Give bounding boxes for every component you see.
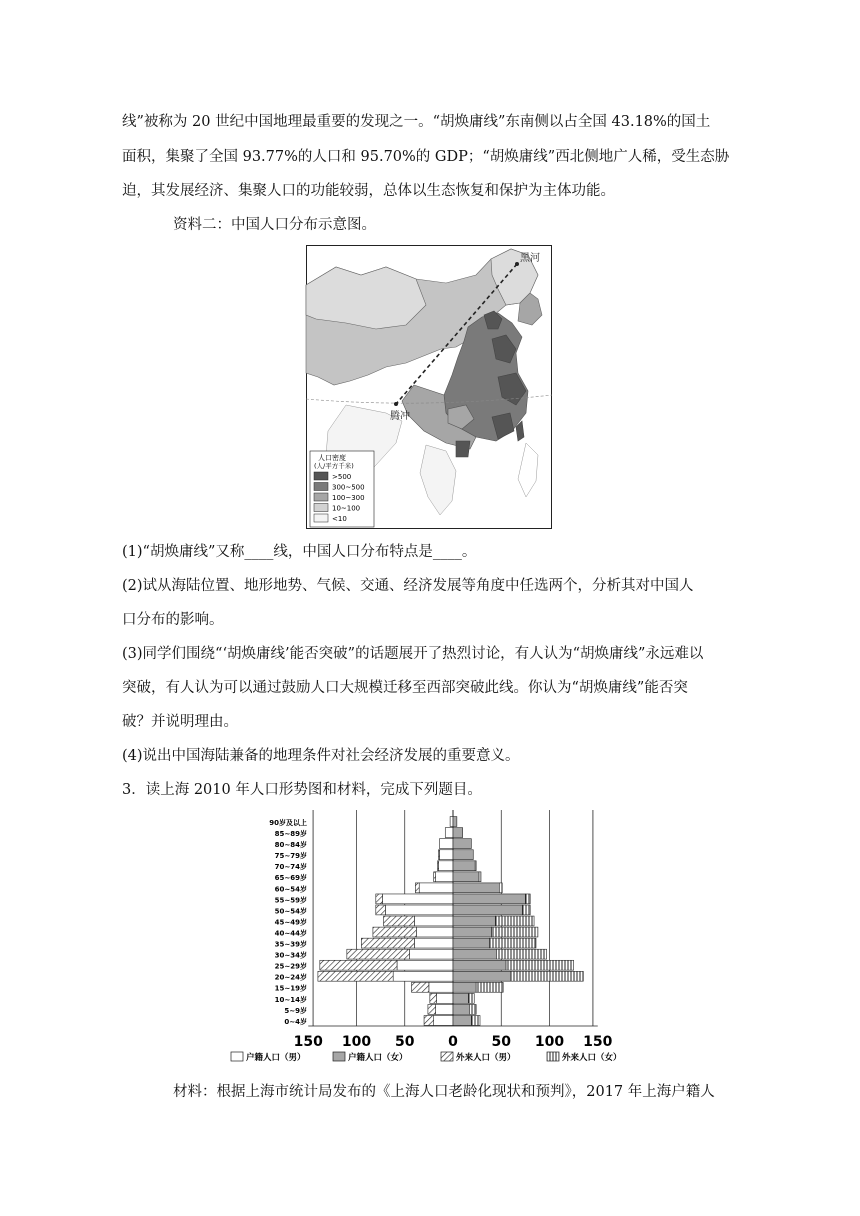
china-population-map (306, 245, 552, 529)
age-group-label: 65~69岁 (274, 874, 307, 883)
bar-migrant-female (475, 861, 476, 871)
bar-local-male (439, 839, 453, 849)
paragraph-line: 线”被称为 20 世纪中国地理最重要的发现之一。“胡焕庸线”东南侧以占全国 43.18%的国土 (122, 114, 711, 130)
legend-swatch (314, 472, 328, 480)
legend-subtitle: (人/平方千米) (314, 462, 354, 470)
paragraph-line: 面积，集聚了全国 93.77%的人口和 95.70%的 GDP；“胡焕庸线”西北侧地广人稀，受生态胁 (122, 149, 730, 165)
legend-swatch (231, 1052, 243, 1061)
bar-local-male (383, 894, 453, 904)
age-group-label: 80~84岁 (274, 841, 307, 850)
bar-local-male (385, 905, 453, 915)
bar-migrant-male (376, 894, 383, 904)
bar-local-male (445, 828, 453, 838)
bar-migrant-male (384, 916, 415, 926)
bar-local-female (453, 905, 522, 915)
legend-swatch (441, 1052, 453, 1061)
material-two-heading: 资料二：中国人口分布示意图。 (173, 217, 376, 233)
bar-migrant-male (361, 938, 414, 948)
x-tick-label: 100 (534, 1034, 565, 1050)
age-group-label: 70~74岁 (274, 863, 307, 872)
bar-local-female (453, 828, 463, 838)
bar-migrant-female (492, 927, 538, 937)
bar-local-female (453, 817, 457, 827)
bar-local-female (453, 839, 471, 849)
bar-migrant-male (424, 1016, 434, 1026)
legend-swatch (314, 483, 328, 491)
age-group-label: 15~19岁 (274, 984, 307, 993)
question-3-line: (3)同学们围绕“‘胡焕庸线’能否突破”的话题展开了热烈讨论，有人认为“胡焕庸线”永远难以 (122, 646, 704, 662)
question-2-line: (2)试从海陆位置、地形地势、气候、交通、经济发展等角度中任选两个，分析其对中国人 (122, 578, 694, 594)
bar-migrant-female (506, 960, 574, 970)
bar-local-female (453, 993, 468, 1003)
bar-local-male (436, 1004, 453, 1014)
bar-local-female (453, 927, 492, 937)
bar-migrant-male (438, 861, 439, 871)
city-label-tengchong: 腾冲 (390, 411, 410, 422)
legend-label: 10~100 (332, 504, 361, 513)
bar-local-male (439, 861, 453, 871)
age-group-label: 75~79岁 (274, 852, 307, 861)
bar-migrant-female (496, 949, 546, 959)
legend-label: 100~300 (332, 494, 365, 502)
bar-local-female (453, 960, 506, 970)
bar-local-female (453, 894, 525, 904)
bar-migrant-female (525, 894, 530, 904)
legend-swatch (547, 1052, 559, 1061)
bar-local-female (453, 861, 475, 871)
material-paragraph: 材料：根据上海市统计局发布的《上海人口老龄化现状和预判》，2017 年上海户籍人 (173, 1084, 715, 1100)
question-2-line: 口分布的影响。 (122, 612, 224, 628)
bar-local-male (436, 872, 453, 882)
bar-local-male (416, 927, 453, 937)
age-group-label: 35~39岁 (274, 940, 307, 949)
bar-local-male (414, 916, 453, 926)
legend-swatch (314, 493, 328, 501)
bar-migrant-female (490, 938, 536, 948)
bar-migrant-male (318, 971, 393, 981)
age-group-label: 50~54岁 (274, 907, 307, 916)
bar-migrant-female (469, 1004, 476, 1014)
legend-swatch (314, 504, 328, 512)
age-group-label: 5~9岁 (284, 1006, 307, 1015)
city-label-heihe: 黑河 (520, 253, 540, 264)
x-tick-label: 150 (293, 1034, 323, 1050)
bar-local-female (453, 949, 496, 959)
x-tick-label: 50 (491, 1034, 511, 1050)
age-group-label: 40~44岁 (274, 929, 307, 938)
age-group-label: 20~24岁 (274, 973, 307, 982)
question-4: (4)说出中国海陆兼备的地理条件对社会经济发展的重要意义。 (122, 748, 520, 764)
bar-migrant-male (439, 850, 440, 860)
bar-local-male (410, 949, 453, 959)
bar-local-male (437, 993, 453, 1003)
bar-migrant-male (428, 1004, 436, 1014)
bar-migrant-male (320, 960, 397, 970)
legend-label: 300~500 (332, 483, 365, 492)
bar-local-female (453, 938, 490, 948)
section-3-heading: 3．读上海 2010 年人口形势图和材料，完成下列题目。 (122, 782, 482, 798)
bar-local-male (393, 971, 453, 981)
age-group-label: 10~14岁 (274, 995, 307, 1004)
bar-migrant-female (511, 971, 583, 981)
age-group-label: 30~34岁 (274, 951, 307, 960)
x-tick-label: 50 (395, 1034, 415, 1050)
legend-label: 外来人口（女） (562, 1053, 622, 1063)
map-legend (310, 451, 374, 527)
bar-local-male (429, 982, 453, 992)
population-pyramid-chart (246, 808, 650, 1066)
bar-local-male (397, 960, 453, 970)
age-group-label: 25~29岁 (274, 962, 307, 971)
bar-local-female (453, 1004, 469, 1014)
bar-local-male (414, 938, 453, 948)
bar-migrant-male (415, 883, 419, 893)
legend-label: 外来人口（男） (456, 1053, 516, 1063)
age-group-label: 0~4岁 (284, 1017, 307, 1026)
legend-label: 户籍人口（女） (348, 1053, 408, 1063)
bar-local-female (453, 916, 495, 926)
question-3-line: 突破，有人认为可以通过鼓励人口大规模迁移至西部突破此线。你认为“胡焕庸线”能否突 (122, 680, 688, 696)
age-group-label: 90岁及以上 (269, 818, 307, 827)
bar-local-female (453, 1016, 471, 1026)
age-group-label: 45~49岁 (274, 918, 307, 927)
bar-local-male (439, 850, 453, 860)
legend-swatch (333, 1052, 345, 1061)
age-group-label: 85~89岁 (274, 830, 307, 839)
bar-migrant-male (376, 905, 386, 915)
legend-label: <10 (332, 515, 347, 523)
x-tick-label: 150 (583, 1034, 613, 1050)
bar-local-male (419, 883, 453, 893)
bar-migrant-female (471, 1016, 480, 1026)
x-tick-label: 100 (341, 1034, 372, 1050)
bar-migrant-female (479, 872, 481, 882)
paragraph-line: 迫，其发展经济、集聚人口的功能较弱，总体以生态恢复和保护为主体功能。 (122, 183, 615, 199)
age-group-label: 60~54岁 (274, 885, 307, 894)
bar-local-female (453, 883, 499, 893)
age-group-label: 55~59岁 (274, 896, 307, 905)
bar-migrant-female (495, 916, 534, 926)
bar-migrant-male (434, 872, 436, 882)
bar-local-female (453, 850, 473, 860)
bar-local-male (434, 1016, 453, 1026)
question-1: (1)“胡焕庸线”又称____线，中国人口分布特点是____。 (122, 544, 477, 560)
legend-label: 户籍人口（男） (246, 1053, 306, 1063)
bar-migrant-female (522, 905, 530, 915)
bar-migrant-male (412, 982, 429, 992)
bar-migrant-female (499, 883, 502, 893)
x-tick-label: 0 (448, 1034, 458, 1050)
bar-migrant-female (476, 982, 503, 992)
bar-migrant-male (430, 993, 437, 1003)
bar-migrant-male (347, 949, 410, 959)
bar-local-female (453, 971, 511, 981)
bar-migrant-female (468, 993, 474, 1003)
bar-local-female (453, 872, 479, 882)
bar-local-male (450, 817, 453, 827)
bar-migrant-male (373, 927, 416, 937)
question-3-line: 破？并说明理由。 (122, 714, 238, 730)
legend-swatch (314, 514, 328, 522)
legend-title: 人口密度 (318, 454, 346, 462)
legend-label: >500 (332, 473, 352, 481)
bar-local-female (453, 982, 476, 992)
